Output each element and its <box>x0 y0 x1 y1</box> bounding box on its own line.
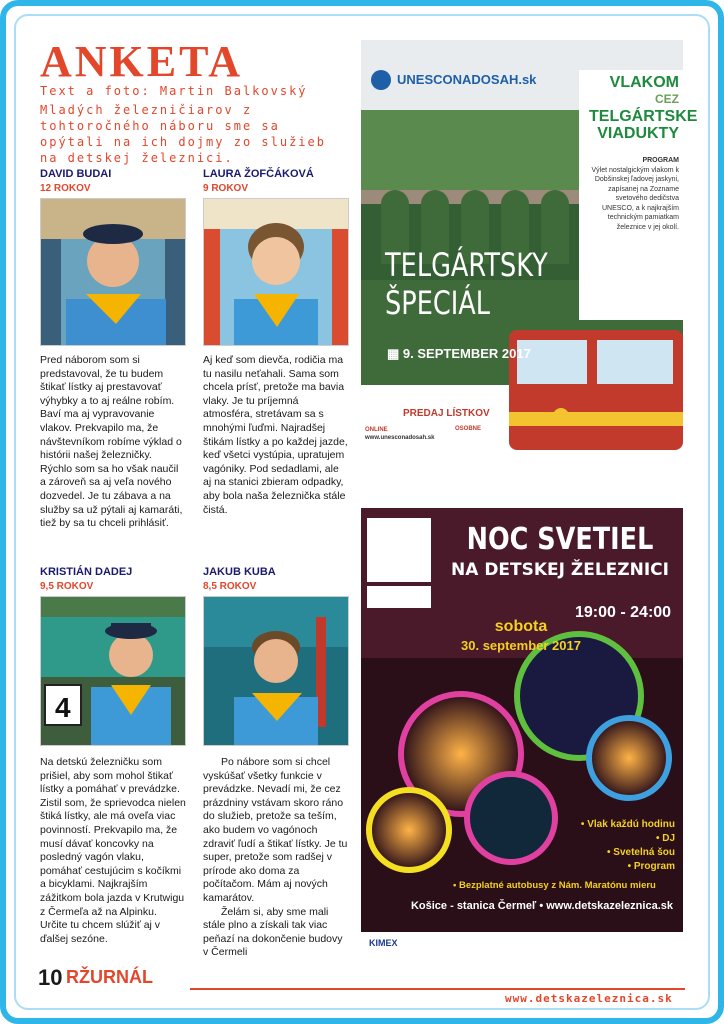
ad2-bus: • Bezplatné autobusy z Nám. Maratónu mieru <box>453 880 656 891</box>
ad1-heading: VLAKOM <box>609 74 679 91</box>
ad1-online-label: ONLINE <box>365 427 388 433</box>
person-name: KRISTIÁN DADEJ <box>40 566 133 578</box>
ad2-time: 19:00 - 24:00 <box>575 604 672 621</box>
person-text: Pred náborom som si predstavoval, že tu budem štikať lístky aj prestavovať výhybky a to aj reálne robím. Baví ma aj vypravovanie vlakov. Prekvapilo ma, že návštevníkom robíme výklad o histórii našej železničky. Rýchlo som sa ho však naučil a zároveň sa aj veľa nového dozvedel. Je tu zábava a na služby sa už pýtali aj kamaráti, tiež by sa tu chceli prihlásiť. <box>40 354 183 530</box>
photo-laura <box>203 198 349 346</box>
ad1-program-text: Výlet nostalgickým vlakom k Dobšinskej ľadovej jaskyni, zapísanej na Zozname svetového dedičstva UNESCO, a k najkrajším technickým pamiatkam železnice v jej okolí. <box>591 166 679 231</box>
ad1-title: ŠPECIÁL <box>385 284 491 322</box>
unesco-logo: UNESCONADOSAH.sk <box>397 72 537 87</box>
person-text: Na detskú železničku som prišiel, aby som mohol štikať lístky a pomáhať v prevádzke. Zistil som, že sprievodca nielen štiká lístky, ale má oveľa viac povinností. Prekvapilo ma, že musí dávať koncovky na posledný vagón vlaku, pomáhať cestujúcim s kočíkmi a bicyklami. Najkrajším zážitkom bola jazda v Krutwigu z Čermeľa až na Alpinku. Určite tu chcem slúžiť aj v ďalšej sezóne. <box>40 756 186 945</box>
person-age: 12 ROKOV <box>40 183 91 194</box>
ad1-heading: TELGÁRTSKE <box>589 108 698 125</box>
person-name: DAVID BUDAI <box>40 168 112 180</box>
person-text-para: Po nábore som si chcel vyskúšať všetky funkcie v prevádzke. Nevadí mi, že cez prázdniny vstávam skoro ráno do služieb, pretože sa teším, ako budem vo vagónoch zdraviť ľudí a štikať lístky. Je tu super, pretože som radšej v prírode ako doma za počítačom. Mám aj nových kamarátov. <box>203 756 348 904</box>
person-text <box>203 756 349 960</box>
ad-telgartsky-special <box>361 40 698 477</box>
person-name: JAKUB KUBA <box>203 566 276 578</box>
ad2-feature: • Vlak každú hodinu <box>580 819 675 830</box>
person-name: LAURA ŽOFČÁKOVÁ <box>203 168 314 180</box>
ad2-day: sobota <box>494 618 548 635</box>
person-text: Aj keď som dievča, rodičia ma tu nasilu neťahali. Sama som chcela prísť, pretože ma bavia vlaky. Je tu príjemná atmosféra, stretávam sa s mnohými ľuďmi. Najradšej štikám lístky a po každej jazde, keď všetci vystúpia, upratujem vagóniky. Pod sedadlami, ale aj na stanici zbieram odpadky, aby bola naša železnička stále čistá. <box>203 354 348 516</box>
calendar-icon: ▦ <box>387 346 403 361</box>
person-age: 9,5 ROKOV <box>40 581 94 592</box>
svg-text:4: 4 <box>55 692 71 723</box>
footer-url: www.detskazeleznica.sk <box>505 992 673 1005</box>
photo-david <box>40 198 186 346</box>
page-number: 10 <box>38 965 63 990</box>
ad1-heading: VIADUKTY <box>597 125 679 142</box>
ad2-subtitle: NA DETSKEJ ŽELEZNICI <box>451 560 669 580</box>
person-age: 9 ROKOV <box>203 183 249 194</box>
article-title: ANKETA <box>40 37 243 86</box>
ad-noc-svetiel <box>361 508 683 957</box>
article-byline: Text a foto: Martin Balkovský <box>40 84 308 98</box>
ad2-title: NOC SVETIEL <box>466 522 654 557</box>
ad1-title: TELGÁRTSKY <box>385 246 548 284</box>
ad1-date <box>387 346 531 362</box>
magazine-brand: RŽURNÁL <box>66 967 153 987</box>
ad2-feature: • Svetelná šou <box>607 847 675 858</box>
person-text-para: Želám si, aby sme mali stále plno a získali tak viac peňazí na dokončenie budovy v Čermeli <box>203 905 343 959</box>
ad2-feature: • DJ <box>655 833 675 844</box>
ad1-personal-label: OSOBNE <box>455 426 482 432</box>
ad1-heading: CEZ <box>655 92 679 106</box>
sponsor-logo: KIMEX <box>369 938 398 948</box>
ad2-footer: Košice - stanica Čermeľ • www.detskazeleznica.sk <box>410 900 673 912</box>
article-intro: Mladých železničiarov z tohtoročného náboru sme sa opýtali na ich dojmy zo služieb na detskej železnici. <box>40 103 326 165</box>
photo-jakub <box>203 596 349 746</box>
photo-kristian <box>40 596 186 746</box>
ad2-feature: • Program <box>627 861 675 872</box>
ad1-tickets: PREDAJ LÍSTKOV <box>403 408 490 419</box>
ad1-online-text: www.unesconadosah.sk <box>365 435 435 441</box>
footer-divider <box>190 988 685 990</box>
ad1-date-text: 9. SEPTEMBER 2017 <box>402 346 531 361</box>
ad2-date: 30. september 2017 <box>461 638 581 653</box>
ad1-program-label: PROGRAM <box>642 157 679 164</box>
person-age: 8,5 ROKOV <box>203 581 257 592</box>
